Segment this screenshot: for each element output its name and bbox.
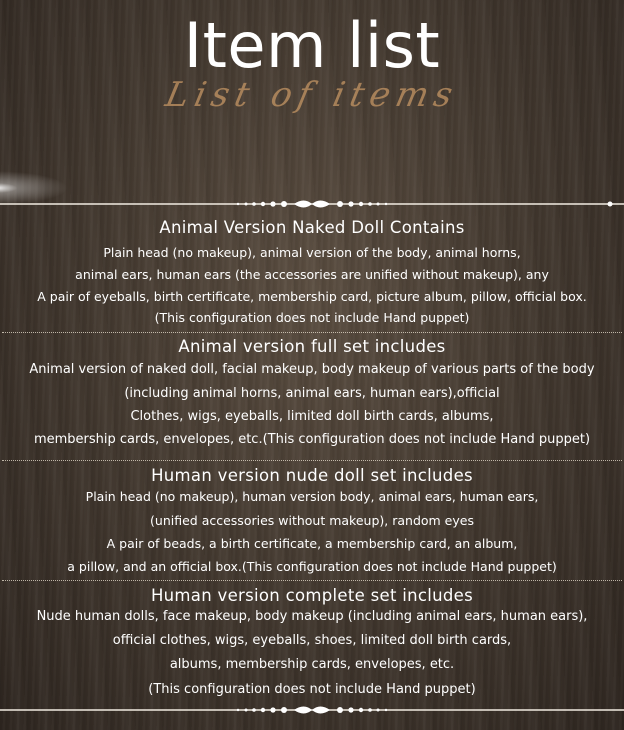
script-subtitle: List of items — [161, 75, 463, 115]
section-line: Clothes, wigs, eyeballs, limited doll birth cards, albums, — [130, 409, 494, 424]
top-ornament-divider — [0, 197, 624, 211]
page-title: Item list — [183, 9, 441, 82]
section-line: (including animal horns, animal ears, human ears),official — [124, 386, 500, 401]
section-line: albums, membership cards, envelopes, etc. — [169, 657, 455, 672]
section-title-human-nude: Human version nude doll set includes — [151, 466, 473, 485]
section-line: a pillow, and an official box.(This configuration does not include Hand puppet) — [67, 559, 557, 574]
section-divider — [2, 332, 622, 333]
section-line: (This configuration does not include Hand puppet) — [154, 310, 470, 325]
section-title-human-complete: Human version complete set includes — [150, 586, 474, 605]
section-title-animal-full: Animal version full set includes — [178, 337, 446, 356]
bottom-ornament-divider — [0, 703, 624, 717]
section-line: Animal version of naked doll, facial makeup, body makeup of various parts of the body — [29, 362, 595, 377]
section-line: A pair of eyeballs, birth certificate, membership card, picture album, pillow, official box. — [37, 289, 587, 304]
section-line: Plain head (no makeup), animal version of the body, animal horns, — [103, 245, 521, 260]
section-line: membership cards, envelopes, etc.(This configuration does not include Hand puppet) — [33, 432, 591, 447]
section-line: A pair of beads, a birth certificate, a membership card, an album, — [106, 536, 518, 551]
section-line: Plain head (no makeup), human version body, animal ears, human ears, — [85, 489, 539, 504]
section-line: animal ears, human ears (the accessories are unified without makeup), any — [75, 267, 549, 282]
section-line: (unified accessories without makeup), random eyes — [150, 513, 474, 528]
section-line: official clothes, wigs, eyeballs, shoes, limited doll birth cards, — [112, 633, 512, 648]
section-divider — [2, 460, 622, 461]
section-divider — [2, 580, 622, 581]
section-line: (This configuration does not include Hand puppet) — [148, 682, 476, 697]
section-title-animal-naked: Animal Version Naked Doll Contains — [159, 218, 465, 237]
section-line: Nude human dolls, face makeup, body makeup (including animal ears, human ears), — [36, 609, 588, 624]
